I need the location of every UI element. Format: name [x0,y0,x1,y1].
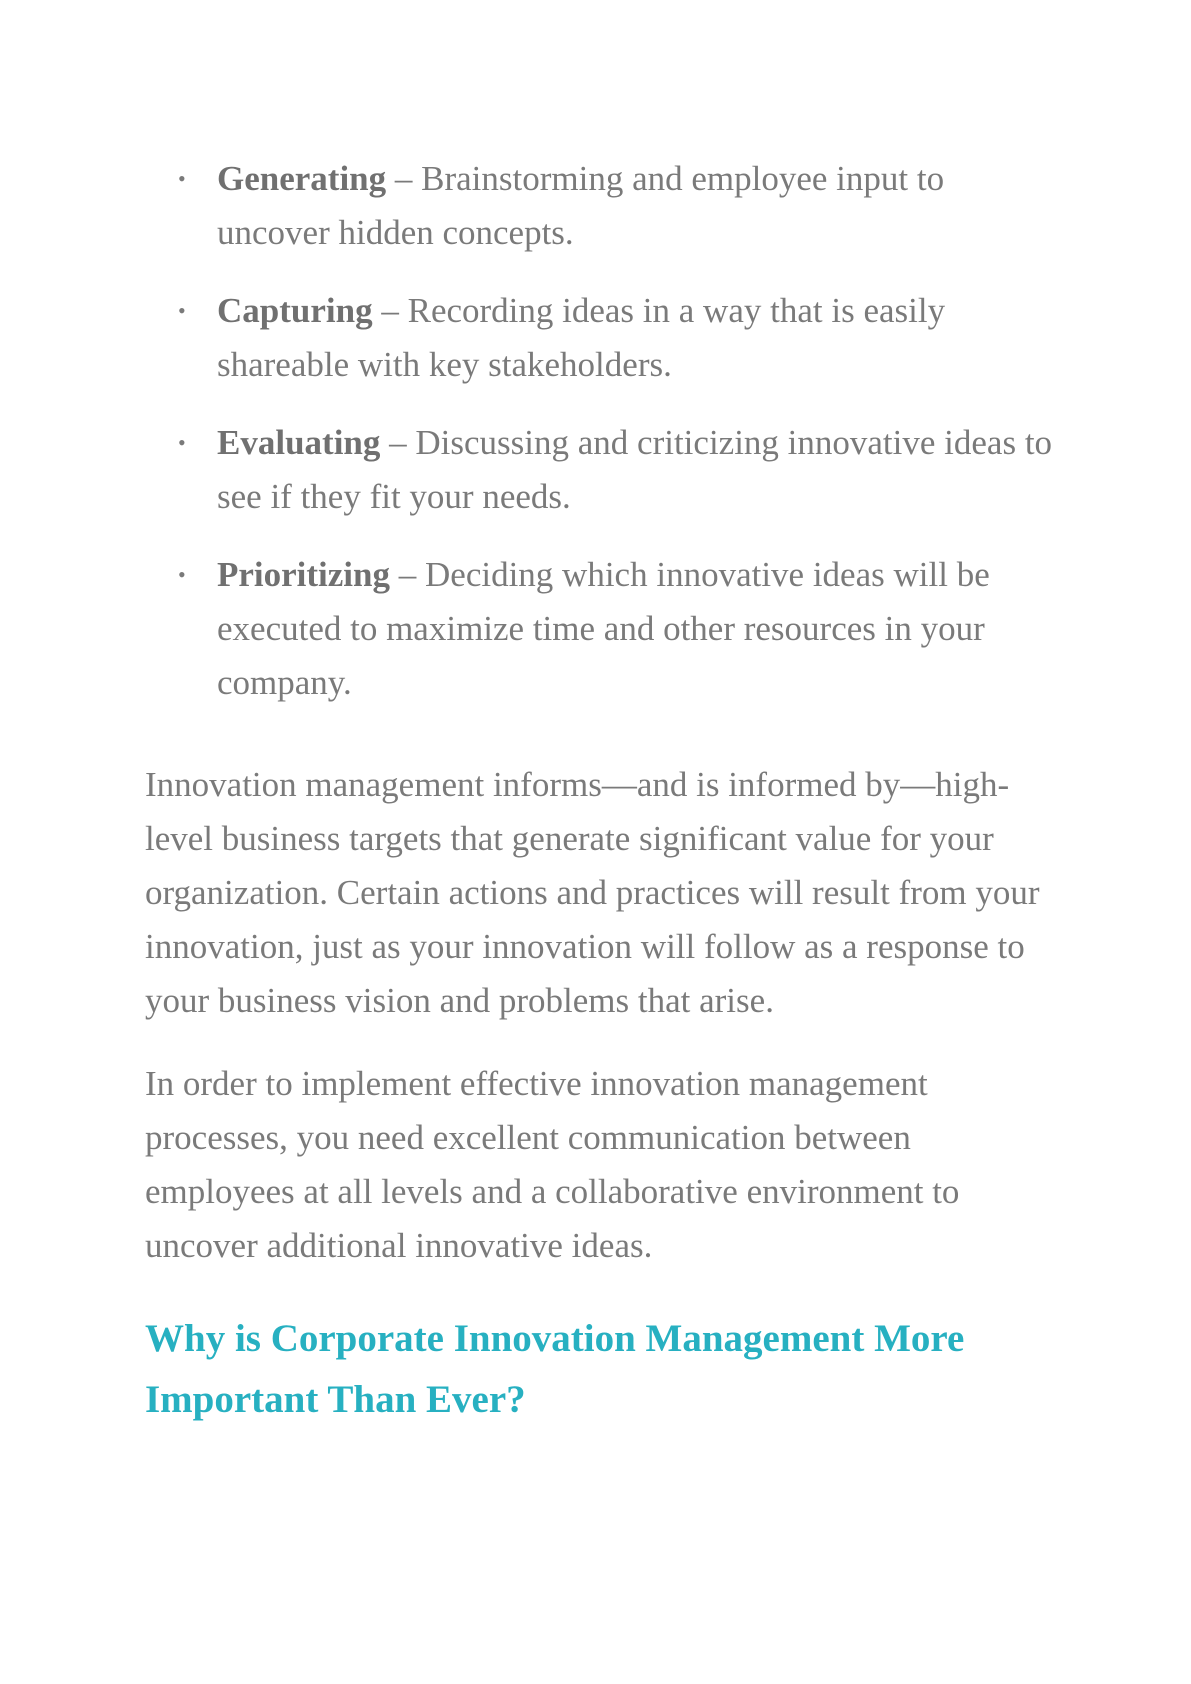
bullet-dot-icon: • [178,298,186,323]
bullet-text: – Deciding which innovative ideas will be executed to maximize time and other resources in your company. [217,555,990,702]
body-paragraph: In order to implement effective innovation management processes, you need excellent communication between employees at all levels and a collaborative environment to uncover additional innovative ideas. [145,1064,960,1265]
body-paragraph: Innovation management informs—and is informed by—high-level business targets that generate significant value for your organization. Certain actions and practices will result from your innovation, just as your innovation will follow as a response to your business vision and problems that arise. [145,765,1040,1020]
bullet-dot-icon: • [178,166,186,191]
bullet-item-capturing [145,284,1065,392]
bullet-term: Evaluating [217,423,381,462]
bullet-term: Prioritizing [217,555,391,594]
bullet-dot-icon: • [178,430,186,455]
bullet-item-generating [145,152,1065,260]
bullet-text: – Brainstorming and employee input to uncover hidden concepts. [217,159,945,252]
process-bullet-list [145,152,1065,734]
bullet-item-evaluating [145,416,1065,524]
bullet-text: – Discussing and criticizing innovative ideas to see if they fit your needs. [217,423,1053,516]
bullet-text: – Recording ideas in a way that is easily shareable with key stakeholders. [217,291,946,384]
bullet-term: Generating [217,159,387,198]
section-heading: Why is Corporate Innovation Management More Important Than Ever? [145,1317,965,1421]
bullet-term: Capturing [217,291,373,330]
bullet-item-prioritizing [145,548,1065,710]
bullet-dot-icon: • [178,562,186,587]
